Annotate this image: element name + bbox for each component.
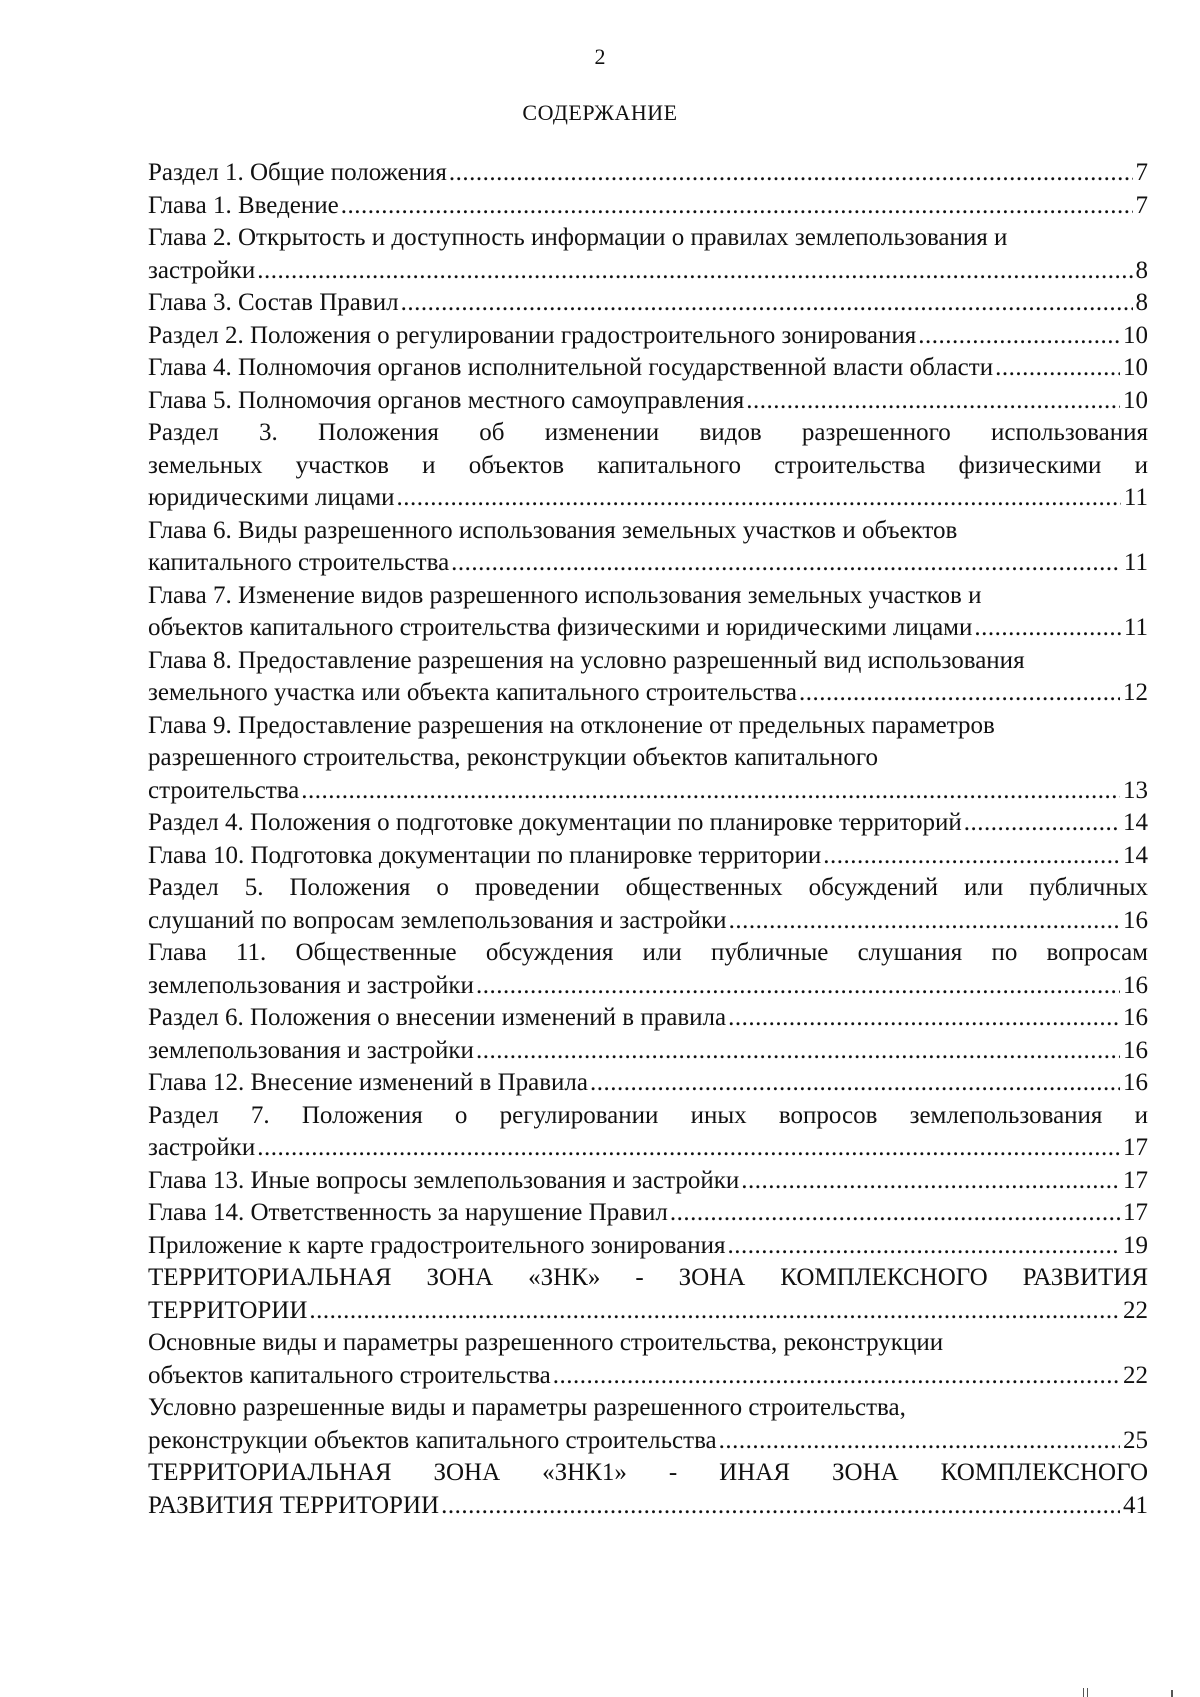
toc-entry-line: Глава 11. Общественные обсуждения или публичные слушания по вопросам [148,939,1148,966]
dot-leader [590,1067,1120,1100]
toc-page-number: 11 [1123,549,1148,576]
toc-page-number: 16 [1123,906,1148,934]
toc-page-number: 11 [1123,614,1148,641]
toc-entry-line: Раздел 7. Положения о регулировании иных вопросов землепользования и [148,1101,1148,1129]
toc-entry-title: Раздел 6. Положения о внесении изменений в правила [148,1004,727,1031]
toc-entry[interactable] [148,222,1148,287]
toc-page-number: 17 [1123,1199,1148,1226]
toc-entry-title: объектов капитального строительства [148,1361,551,1389]
dot-leader [741,1165,1120,1198]
toc-entry-title: землепользования и застройки [148,971,474,999]
toc-entry[interactable] [148,1035,1148,1068]
toc-entry-title: застройки [148,1134,256,1161]
dot-leader [451,547,1121,580]
dot-leader [974,612,1121,645]
toc-entry[interactable] [148,1067,1148,1100]
toc-page-number: 16 [1123,1004,1148,1031]
toc-entry[interactable] [148,840,1148,873]
toc-entry-title: Глава 3. Состав Правил [148,289,399,316]
toc-entry-line: Условно разрешенные виды и параметры разрешенного строительства, [148,1394,906,1421]
toc-entry[interactable] [148,1457,1148,1522]
toc-entry-title: Глава 14. Ответственность за нарушение Правил [148,1199,668,1226]
dot-leader [729,905,1120,938]
toc-page-number: 16 [1123,1069,1148,1096]
toc-entry[interactable] [148,710,1148,808]
toc-page-number: 17 [1123,1166,1148,1194]
toc-entry[interactable] [148,1262,1148,1327]
toc-entry[interactable] [148,1230,1148,1263]
toc-entry[interactable] [148,157,1148,190]
toc-entry[interactable] [148,320,1148,353]
toc-entry-title: Глава 10. Подготовка документации по планировке территории [148,841,822,869]
dot-leader [476,1035,1120,1068]
toc-page-number: 16 [1123,971,1148,999]
toc-entry[interactable] [148,1327,1148,1392]
toc-entry-line: Раздел 3. Положения об изменении видов разрешенного использования [148,419,1148,446]
dot-leader [341,190,1133,223]
toc-entry-title: объектов капитального строительства физическими и юридическими лицами [148,614,973,641]
toc-entry-line: Глава 6. Виды разрешенного использования земельных участков и объектов [148,516,958,544]
toc-page-number: 19 [1123,1231,1148,1259]
toc-entry-title: Глава 13. Иные вопросы землепользования и застройки [148,1166,740,1194]
toc-entry-title: Глава 5. Полномочия органов местного самоуправления [148,386,745,414]
toc-page-number: 7 [1135,159,1148,186]
toc-entry-title: Глава 4. Полномочия органов исполнительной государственной власти области [148,354,994,381]
dot-leader [309,1295,1120,1328]
dot-leader [401,287,1133,320]
dot-leader [670,1197,1120,1230]
dot-leader [397,482,1121,515]
scan-mark [1087,1688,1088,1697]
toc-entry-title: Раздел 4. Положения о подготовке документации по планировке территорий [148,809,962,836]
toc-page-number: 17 [1123,1134,1148,1161]
toc-entry-line: разрешенного строительства, реконструкции объектов капитального [148,744,878,771]
toc-entry-title: капитального строительства [148,549,450,576]
toc-page-number: 22 [1123,1361,1148,1389]
toc-page-number: 41 [1123,1491,1148,1519]
toc-entry[interactable] [148,807,1148,840]
toc-page-number: 12 [1123,679,1148,706]
toc-entry[interactable] [148,1165,1148,1198]
toc-entry-title: РАЗВИТИЯ ТЕРРИТОРИИ [148,1491,440,1519]
toc-entry-title: Глава 12. Внесение изменений в Правила [148,1069,588,1096]
toc-page-number: 22 [1123,1296,1148,1324]
dot-leader [257,255,1132,288]
toc-title: СОДЕРЖАНИЕ [522,100,678,125]
toc-entry-line: Глава 8. Предоставление разрешения на условно разрешенный вид использования [148,646,1025,674]
dot-leader [964,807,1120,840]
toc-entry-title: Приложение к карте градостроительного зонирования [148,1231,726,1259]
dot-leader [799,677,1120,710]
dot-leader [441,1490,1120,1523]
toc-entry[interactable] [148,580,1148,645]
toc-entry-line: Глава 9. Предоставление разрешения на отклонение от предельных параметров [148,711,995,739]
dot-leader [823,840,1120,873]
dot-leader [301,775,1120,808]
toc-entry-title: юридическими лицами [148,484,395,511]
toc-entry-title: застройки [148,256,256,284]
toc-page-number: 8 [1135,256,1148,284]
toc-entry[interactable] [148,872,1148,937]
toc-entry[interactable] [148,1002,1148,1035]
toc-entry[interactable] [148,515,1148,580]
dot-leader [728,1002,1120,1035]
toc-entry-title: Глава 1. Введение [148,191,339,219]
toc-entry-line: ТЕРРИТОРИАЛЬНАЯ ЗОНА «ЗНК» - ЗОНА КОМПЛЕКСНОГО РАЗВИТИЯ [148,1264,1148,1291]
toc-entry-title: ТЕРРИТОРИИ [148,1296,308,1324]
toc-entry[interactable] [148,1392,1148,1457]
dot-leader [728,1230,1120,1263]
toc-page-number: 25 [1123,1426,1148,1454]
toc-entry-line: ТЕРРИТОРИАЛЬНАЯ ЗОНА «ЗНК1» - ИНАЯ ЗОНА КОМПЛЕКСНОГО [148,1459,1148,1486]
dot-leader [476,970,1120,1003]
scan-mark [1083,1688,1084,1697]
toc-page-number: 11 [1123,484,1148,511]
toc-entry-line: Основные виды и параметры разрешенного строительства, реконструкции [148,1329,944,1356]
page-number: 2 [594,44,606,69]
toc-entry-title: земельного участка или объекта капитального строительства [148,679,797,706]
dot-leader [995,352,1120,385]
dot-leader [257,1132,1120,1165]
toc-entry-line: Раздел 5. Положения о проведении общественных обсуждений или публичных [148,874,1148,901]
dot-leader [719,1425,1120,1458]
toc-entry-line: земельных участков и объектов капитального строительства физическими и [148,451,1148,479]
scan-mark [1171,1690,1173,1697]
toc-entry-title: землепользования и застройки [148,1036,474,1064]
dot-leader [918,320,1120,353]
toc-entry[interactable] [148,1100,1148,1165]
toc-page-number: 10 [1123,354,1148,381]
toc-entry[interactable] [148,352,1148,385]
dot-leader [553,1360,1120,1393]
toc-entry[interactable] [148,645,1148,710]
toc-entry[interactable] [148,1197,1148,1230]
toc-entry-title: строительства [148,776,300,804]
toc-entry-title: Раздел 2. Положения о регулировании градостроительного зонирования [148,321,917,349]
toc-entry[interactable] [148,937,1148,1002]
toc-entry-title: Раздел 1. Общие положения [148,159,447,186]
toc-entry[interactable] [148,287,1148,320]
toc-page-number: 16 [1123,1036,1148,1064]
toc-entry[interactable] [148,417,1148,515]
table-of-contents [148,157,1148,1522]
toc-entry-line: Глава 2. Открытость и доступность информации о правилах землепользования и [148,224,1008,251]
toc-page-number: 10 [1123,321,1148,349]
toc-entry-line: Глава 7. Изменение видов разрешенного использования земельных участков и [148,581,982,609]
dot-leader [449,157,1133,190]
toc-page-number: 7 [1135,191,1148,219]
toc-page-number: 13 [1123,776,1148,804]
toc-entry-title: реконструкции объектов капитального строительства [148,1426,717,1454]
toc-page-number: 10 [1123,386,1148,414]
toc-entry[interactable] [148,385,1148,418]
toc-entry[interactable] [148,190,1148,223]
dot-leader [746,385,1120,418]
toc-page-number: 8 [1135,289,1148,316]
toc-page-number: 14 [1123,809,1148,836]
toc-page-number: 14 [1123,841,1148,869]
toc-entry-title: слушаний по вопросам землепользования и застройки [148,906,727,934]
